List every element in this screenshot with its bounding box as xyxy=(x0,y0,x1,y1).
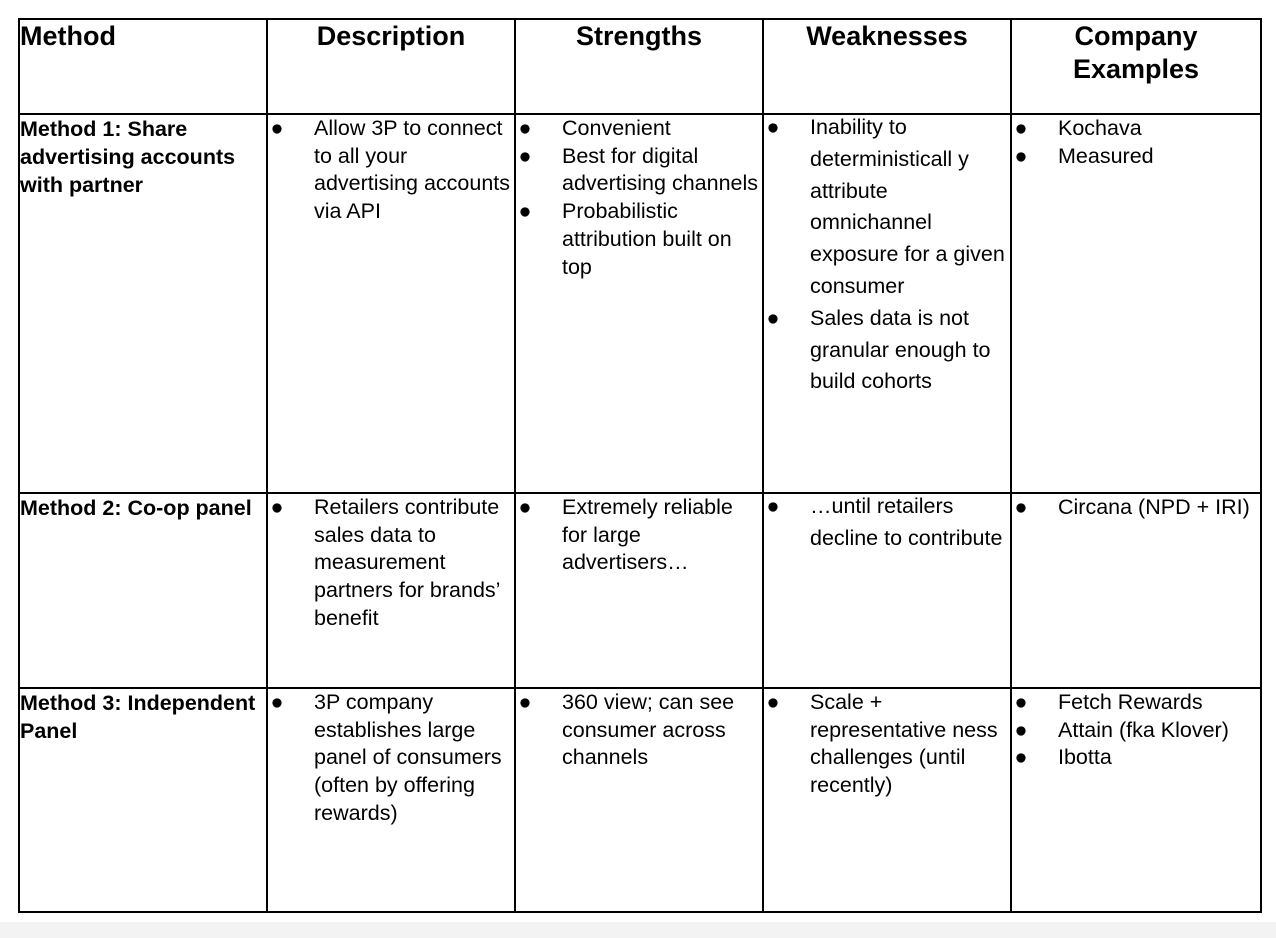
weaknesses-cell xyxy=(763,114,1011,493)
description-cell xyxy=(267,493,515,688)
bullet-icon: ● xyxy=(518,199,532,224)
bullet-icon: ● xyxy=(518,690,532,714)
list-item: ● 360 view; can see consumer across channels xyxy=(516,689,762,772)
bullet-icon: ● xyxy=(518,143,532,168)
bullet-icon: ● xyxy=(270,116,284,140)
list-item: ● Retailers contribute sales data to measurement partners for brands’ benefit xyxy=(268,494,514,633)
method-name: Method 3: Independent Panel xyxy=(19,688,267,912)
bullet-icon: ● xyxy=(518,495,532,519)
table-row xyxy=(19,688,1261,912)
list-item: ● …until retailers decline to contribute xyxy=(764,491,1010,555)
bullet-icon: ● xyxy=(1014,717,1028,742)
bullet-icon: ● xyxy=(766,115,780,139)
list-item: ● Attain (fka Klover) xyxy=(1012,717,1260,745)
header-description: Description xyxy=(267,19,515,114)
bullet-icon: ● xyxy=(270,495,284,519)
list-item: ● Inability to deterministicall y attribute omnichannel exposure for a given consumer xyxy=(764,112,1010,303)
company-examples-cell xyxy=(1011,688,1261,912)
strengths-cell xyxy=(515,688,763,912)
page-bottom-strip xyxy=(0,922,1276,938)
table-row xyxy=(19,114,1261,493)
list-item: ● Sales data is not granular enough to build cohorts xyxy=(764,303,1010,398)
strengths-cell xyxy=(515,114,763,493)
list-item: ● Circana (NPD + IRI) xyxy=(1012,494,1260,522)
method-name: Method 1: Share advertising accounts with partner xyxy=(19,114,267,493)
company-examples-cell xyxy=(1011,114,1261,493)
list-item: ● Probabilistic attribution built on top xyxy=(516,198,762,281)
bullet-icon: ● xyxy=(766,494,780,518)
list-item: ● Convenient xyxy=(516,115,762,143)
header-method: Method xyxy=(19,19,267,114)
bullet-icon: ● xyxy=(1014,745,1028,770)
list-item: ● 3P company establishes large panel of consumers (often by offering rewards) xyxy=(268,689,514,828)
company-examples-cell xyxy=(1011,493,1261,688)
bullet-icon: ● xyxy=(1014,116,1028,140)
description-cell xyxy=(267,688,515,912)
list-item: ● Ibotta xyxy=(1012,744,1260,772)
bullet-icon: ● xyxy=(766,305,780,330)
header-strengths: Strengths xyxy=(515,19,763,114)
list-item: ● Allow 3P to connect to all your advertising accounts via API xyxy=(268,115,514,226)
comparison-table xyxy=(18,18,1262,913)
bullet-icon: ● xyxy=(1014,495,1028,519)
bullet-icon: ● xyxy=(766,690,780,714)
weaknesses-cell xyxy=(763,688,1011,912)
table-row xyxy=(19,493,1261,688)
list-item: ● Best for digital advertising channels xyxy=(516,143,762,198)
list-item: ● Scale + representative ness challenges (until recently) xyxy=(764,689,1010,800)
list-item: ● Measured xyxy=(1012,143,1260,171)
description-cell xyxy=(267,114,515,493)
header-weaknesses: Weaknesses xyxy=(763,19,1011,114)
list-item: ● Kochava xyxy=(1012,115,1260,143)
bullet-icon: ● xyxy=(270,690,284,714)
list-item: ● Fetch Rewards xyxy=(1012,689,1260,717)
header-row xyxy=(19,19,1261,114)
weaknesses-cell xyxy=(763,493,1011,688)
bullet-icon: ● xyxy=(518,116,532,140)
strengths-cell xyxy=(515,493,763,688)
method-name: Method 2: Co-op panel xyxy=(19,493,267,688)
bullet-icon: ● xyxy=(1014,690,1028,714)
list-item: ● Extremely reliable for large advertisers… xyxy=(516,494,762,577)
bullet-icon: ● xyxy=(1014,143,1028,168)
header-company-examples: Company Examples xyxy=(1011,19,1261,114)
